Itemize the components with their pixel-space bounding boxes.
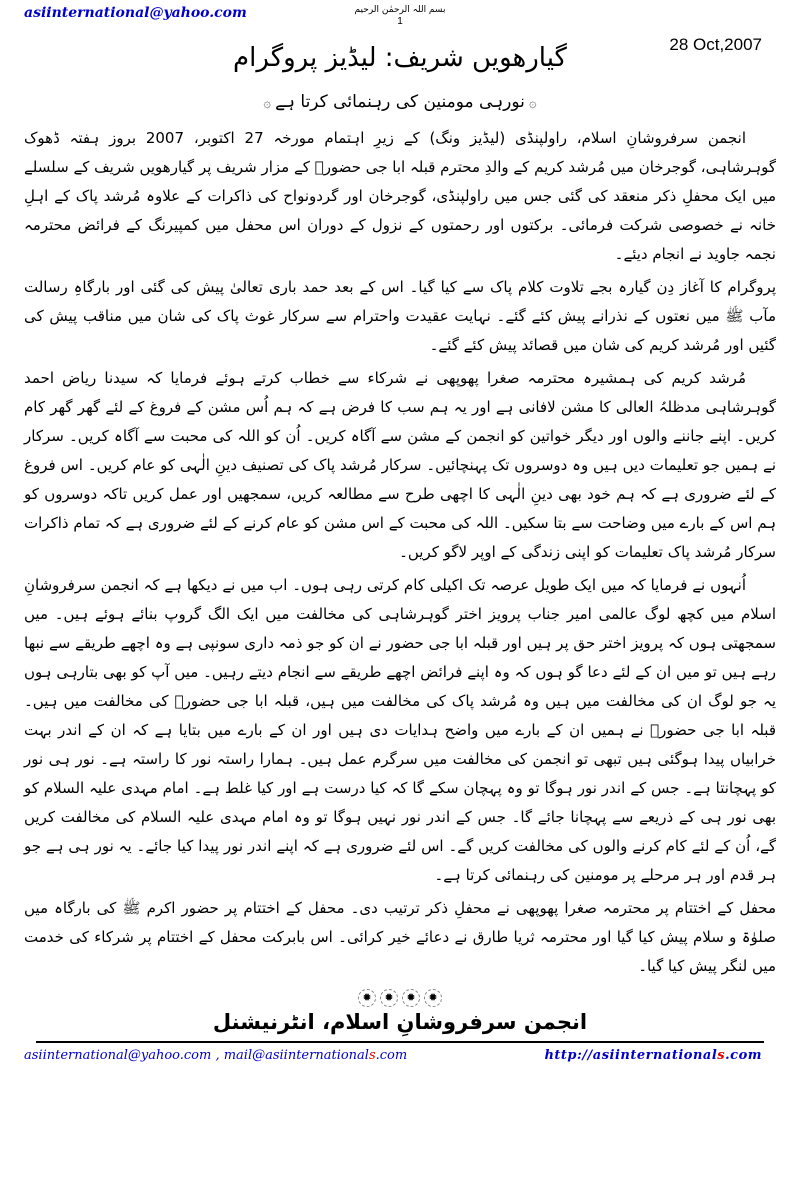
header-top-row xyxy=(24,2,776,32)
ornament-right-icon: ۞ xyxy=(528,96,537,111)
footer-emails[interactable] xyxy=(24,1047,407,1065)
footer-url-highlight: s xyxy=(717,1048,726,1063)
star-ornament-icon: ✹ xyxy=(424,989,442,1007)
footer-website-link[interactable] xyxy=(544,1047,762,1065)
footer-divider xyxy=(36,1041,764,1043)
page-title: گیارھویں شریف: لیڈیز پروگرام xyxy=(233,43,567,73)
subtitle xyxy=(24,88,776,118)
footer xyxy=(24,987,776,1065)
title-row xyxy=(24,34,776,86)
footer-emails-highlight: s xyxy=(368,1048,376,1063)
footer-ornaments xyxy=(24,987,776,1007)
footer-links xyxy=(24,1047,776,1065)
star-ornament-icon: ✹ xyxy=(358,989,376,1007)
organization-name: انجمن سرفروشانِ اسلام، انٹرنیشنل xyxy=(212,1010,588,1034)
subtitle-text: نورہی مومنین کی رہنمائی کرتا ہے xyxy=(275,92,525,112)
star-ornament-icon: ✹ xyxy=(380,989,398,1007)
paragraph: محفل کے اختتام پر محترمہ صغرا پھوپھی نے محفلِ ذکر ترتیب دی۔ محفل کے اختتام پر حضور اکرم ﷺ کی بارگاہ میں صلوٰۃ و سلام پیش کیا گیا اور محترمہ ثریا طارق نے دعائے خیر کرائی۔ اس بابرکت محفل کے اختتام پر شرکاء کی خدمت میں لنگر پیش کیا گیا۔ xyxy=(24,899,776,975)
footer-emails-prefix: asiinternational@yahoo.com , mail@asiinternational xyxy=(24,1048,369,1063)
article-body xyxy=(24,124,776,1065)
paragraph: انجمن سرفروشانِ اسلام، راولپنڈی (لیڈیز ونگ) کے زیرِ اہتمام مورخہ 27 اکتوبر، 2007 بروز ہفتہ ڈھوک گوہرشاہی، گوجرخان میں مُرشد کریم کے والدِ محترم قبلہ ابا جی حضورؒ کے مزار شریف پر گیارھویں شریف کے سلسلے میں ایک محفلِ ذکر منعقد کی گئی جس میں راولپنڈی، گوجرخان اور گردونواح کی ذاکرات کے علاوہ مُرشد پاک کے اہلِ خانہ نے خصوصی شرکت فرمائی۔ برکتوں اور رحمتوں کے نزول کے دوران اس محفل میں کمپیرنگ کے فرائض محترمہ نجمہ جاوید نے انجام دیئے۔ xyxy=(24,129,776,263)
paragraph: مُرشد کریم کی ہمشیرہ محترمہ صغرا پھوپھی نے شرکاء سے خطاب کرتے ہوئے فرمایا کہ سیدنا ریاض احمد گوہرشاہی مدظلہُ العالی کا مشن لافانی ہے اور یہ ہم سب کا فرض ہے کہ ہم اُس مشن کے فروغ کے لئے گھر گھر کام کریں۔ اپنے جاننے والوں اور دیگر خواتین کو انجمن کے مشن سے آگاہ کریں۔ اُن کو اللہ کی محبت سے آگاہ کریں۔ سرکار نے ہمیں جو تعلیمات دیں ہیں وہ دوسروں تک پہنچائیں۔ سرکار مُرشد پاک کی تصنیف دینِ الٰہی کو عام کریں۔ اس فروغ کے لئے ضروری ہے کہ ہم خود بھی دینِ الٰہی کا اچھی طرح سے مطالعہ کریں، سمجھیں اور عمل کریں تاکہ دوسروں کو ہم اس کے بارے میں وضاحت سے بتا سکیں۔ اللہ کی محبت کے اس مشن کو عام کرنے کے لئے ضروری ہے کہ تمام ذاکرات سرکار مُرشد پاک تعلیمات کو اپنی زندگی کے اوپر لاگو کریں۔ xyxy=(24,369,776,561)
star-ornament-icon: ✹ xyxy=(402,989,420,1007)
header-email[interactable]: asiinternational@yahoo.com xyxy=(24,5,247,21)
footer-emails-suffix: .com xyxy=(375,1048,408,1063)
date: 28 Oct,2007 xyxy=(669,35,762,54)
page-number: 1 xyxy=(397,16,403,27)
ornament-left-icon: ۞ xyxy=(263,96,272,111)
footer-url-prefix: http://asiinternational xyxy=(544,1048,718,1063)
bismillah: بسم اللہ الرحمٰن الرحیم xyxy=(354,5,446,15)
header-center xyxy=(324,4,476,28)
paragraph: پروگرام کا آغاز دِن گیارہ بجے تلاوت کلام پاک سے کیا گیا۔ اس کے بعد حمد باری تعالیٰ پیش کی گئی اور بارگاہِ رسالت مآب ﷺ میں نعتوں کے نذرانے پیش کئے گئے۔ نہایت عقیدت واحترام سے سرکار غوث پاک کی شان میں مناقب پیش کی گئیں اور مُرشد کریم کی شان میں قصائد پیش کئے گئے۔ xyxy=(24,278,776,354)
footer-url-suffix: .com xyxy=(725,1048,762,1063)
paragraph: اُنہوں نے فرمایا کہ میں ایک طویل عرصہ تک اکیلی کام کرتی رہی ہوں۔ اب میں نے دیکھا ہے کہ انجمن سرفروشانِ اسلام میں کچھ لوگ عالمی امیر جناب پرویز اختر گوہرشاہی کی مخالفت میں ایک الگ گروپ بنائے ہوئے ہیں۔ میں سمجھتی ہوں کہ پرویز اختر حق پر ہیں اور قبلہ ابا جی حضور نے ان کو جو ذمہ داری سونپی ہے وہ اچھے طریقے سے نبھا رہے ہیں تو میں ان کے لئے دعا گو ہوں کہ وہ اپنے فرائض اچھے طریقے سے انجام دیتے رہیں۔ میں آپ کو بھی بتارہی ہوں یہ جو لوگ ان کی مخالفت میں ہیں وہ مُرشد پاک کی مخالفت میں ہیں، قبلہ ابا جی حضورؒ کی مخالفت میں ہیں۔ قبلہ ابا جی حضورؒ نے ہمیں ان کے بارے میں واضح ہدایات دی ہیں اور ان کے بارے میں بتایا ہے کہ ان کے اندر بہت خرابیاں پیدا ہوگئی ہیں تبھی تو انجمن کی مخالفت میں سرگرم عمل ہیں۔ ہمارا راستہ نور کا راستہ ہے۔ نور ہی نور کو پہچانتا ہے۔ جس کے اندر نور ہوگا تو وہ پہچان سکے گا کہ کیا درست ہے اور کیا غلط ہے۔ امام مہدی علیہ السلام کو بھی نور ہی کے ذریعے سے پہچانا جائے گا۔ جس کے اندر نور نہیں ہوگا تو وہ امام مہدی علیہ السلام کی مخالفت کریں گے، اُن کے لئے کام کرنے والوں کی مخالفت کریں گے۔ اس لئے ضروری ہے کہ اپنے اندر نور پیدا کیا جائے۔ یہ نور ہی ہے جو ہر قدم اور ہر مرحلے پر مومنین کی رہنمائی کرتا ہے۔ xyxy=(24,576,776,884)
